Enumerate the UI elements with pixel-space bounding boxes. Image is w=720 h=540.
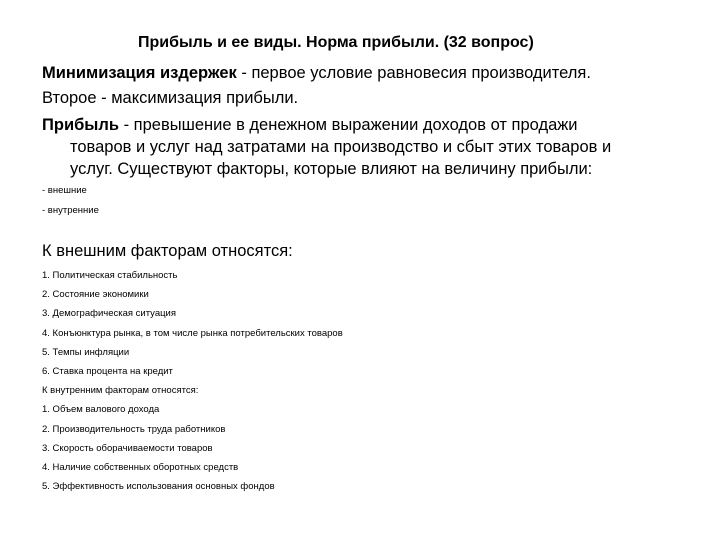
external-item-6: 6. Ставка процента на кредит: [42, 366, 173, 377]
profit-line-1: [42, 116, 578, 134]
internal-factors-heading: К внутренним факторам относятся:: [42, 385, 199, 396]
external-item-5: 5. Темпы инфляции: [42, 347, 130, 358]
internal-item-1: 1. Объем валового дохода: [42, 404, 160, 415]
external-factors-heading: К внешним факторам относятся:: [42, 242, 293, 260]
external-item-3: 3. Демографическая ситуация: [42, 308, 176, 319]
internal-item-3: 3. Скорость оборачиваемости товаров: [42, 443, 213, 454]
line-minimization: [42, 62, 591, 84]
slide-title: Прибыль и ее виды. Норма прибыли. (32 вопрос): [138, 34, 534, 51]
factor-type-external: - внешние: [42, 185, 87, 196]
factor-type-internal: - внутренние: [42, 205, 99, 216]
internal-item-4: 4. Наличие собственных оборотных средств: [42, 462, 239, 473]
external-item-2: 2. Состояние экономики: [42, 289, 149, 300]
profit-line-2: товаров и услуг над затратами на производство и сбыт этих товаров и: [70, 138, 612, 156]
profit-line-3: услуг. Существуют факторы, которые влияют на величину прибыли:: [70, 160, 593, 178]
internal-item-5: 5. Эффективность использования основных фондов: [42, 481, 275, 492]
external-item-4: 4. Конъюнктура рынка, в том числе рынка потребительских товаров: [42, 328, 343, 339]
term-profit: Прибыль: [42, 116, 119, 134]
internal-item-2: 2. Производительность труда работников: [42, 424, 226, 435]
line-minimization-text: - первое условие равновесия производителя.: [236, 64, 591, 82]
line-maximization: Второе - максимизация прибыли.: [42, 89, 299, 107]
term-minimization: Минимизация издержек: [42, 64, 237, 82]
external-item-1: 1. Политическая стабильность: [42, 270, 178, 281]
profit-line-1-text: - превышение в денежном выражении доходов от продажи: [119, 116, 578, 134]
profit-definition: [42, 114, 702, 180]
